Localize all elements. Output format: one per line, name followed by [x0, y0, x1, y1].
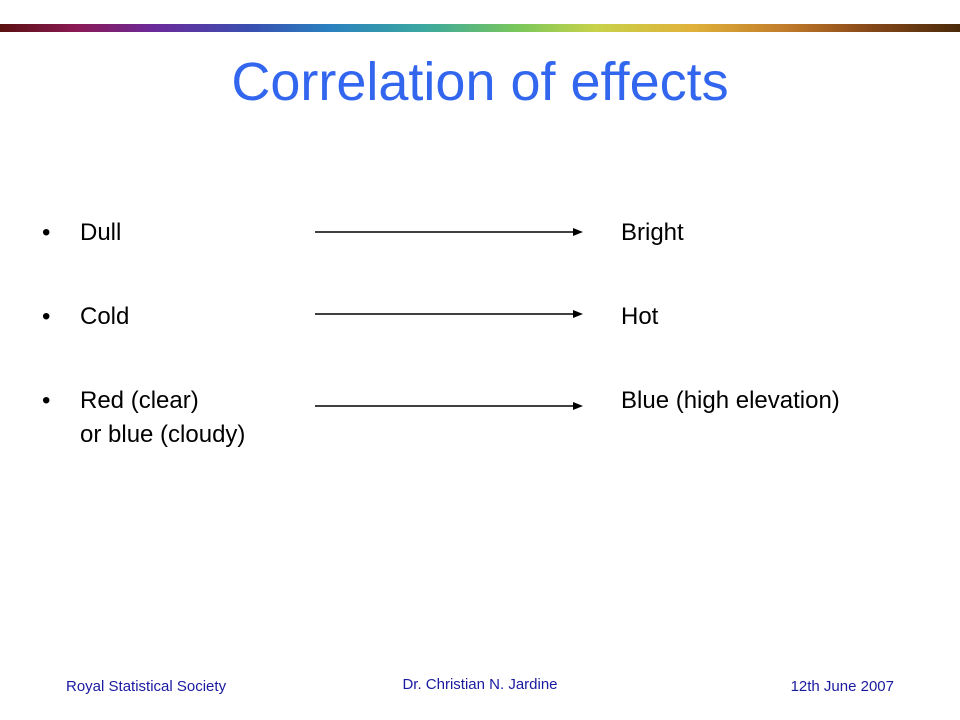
bullet: • — [42, 219, 51, 246]
right-arrow-icon — [315, 308, 583, 320]
bullet: • — [42, 303, 51, 330]
right-arrow-icon — [315, 226, 583, 238]
bullet: • — [42, 387, 51, 414]
footer-date: 12th June 2007 — [790, 678, 894, 695]
correlation-row — [0, 300, 960, 380]
row-right-text: Hot — [621, 303, 659, 330]
right-arrow-icon — [315, 400, 583, 412]
decorative-color-bar — [0, 24, 960, 32]
row-right-text: Blue (high elevation) — [621, 387, 840, 414]
correlation-row — [0, 384, 960, 464]
footer-author: Dr. Christian N. Jardine — [402, 676, 558, 693]
row-right-text: Bright — [621, 219, 684, 246]
correlation-row — [0, 216, 960, 296]
row-left-text: Cold — [80, 303, 130, 330]
row-left-text: Red (clear) or blue (cloudy) — [80, 387, 246, 448]
footer-organization: Royal Statistical Society — [66, 678, 227, 695]
slide-title: Correlation of effects — [231, 52, 729, 112]
row-left-text: Dull — [80, 219, 122, 246]
